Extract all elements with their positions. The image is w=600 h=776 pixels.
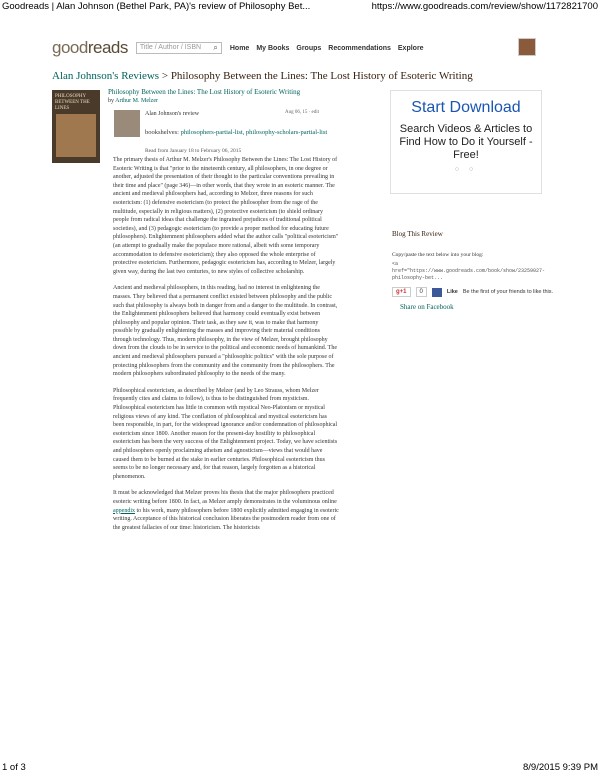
copy-instructions: Copy/paste the text below into your blog: [392,252,484,258]
site-header [52,38,540,58]
author-link[interactable]: Arthur M. Melzer [115,98,158,104]
shelves-links[interactable]: philosophers-partial-list, philosophy-scholars-partial-list [180,129,328,136]
byline: by Arthur M. Melzer [108,98,158,104]
like-button[interactable]: Like [446,289,458,295]
main-nav [230,45,424,52]
goodreads-logo[interactable]: goodreads [52,38,128,57]
review-paragraph: The primary thesis of Arthur M. Melzer's Philosophy Between the Lines: The Lost History of Esoteric Writing is that "prior to the nineteenth century, all philosophers, in one degree or another, adjusted the presentation of their thought to the particular conventions prevailing in their time and place" (page 346)—in other words, that they wrote in an esoteric manner. The ancient and medieval philosophers had, according to Melzer, three reasons for such esotericism: (1) defensive esotericism (to protect the philosopher from the rage of the multitude, especially in religious matters), (2) protective esotericism (to shield ordinary people from radical ideas that challenge the ingrained prejudices of traditional political societies), and (3) pedagogic esotericism (to provide a proper method for educating future philosophers). Enlightenment philosophers added what the author calls "political esotericism" (an attempt to gradually make the populace more rational, albeit with some temporary accommodation to defensive esotericism); they also opposed the whole enterprise of protective esotericism. Furthermore, pedagogic esotericism has, according to Melzer, largely given way, during the last two centuries, to new styles of collective scholarship. [113,157,339,275]
breadcrumb-user-reviews[interactable]: Alan Johnson's Reviews [52,70,160,82]
search-icon[interactable]: ⌕ [213,43,218,52]
search-input[interactable]: Title / Author / ISBN ⌕ [136,42,222,54]
review-paragraph: Ancient and medieval philosophers, in this reading, had no interest in enlightening the masses. They believed that a permanent conflict existed between philosophy and the public such that philosophy is always both in danger from and a danger to the multitude. In contrast, the Enlightenment philosophers believed that harmony could eventually exist between philosophy and popular opinion. Their task, as they saw it, was to make that harmony possible by gradually enlightening the masses and improving their material conditions through technology. Thus, modern philosophy, in the view of Melzer, brought philosophy down from the clouds to be in service to the political and economic needs of humankind. The ancient and medieval philosophers pursued a "philosophic politics" with the sole purpose of protecting philosophers from the community and the community from the philosophers. The modern philosophers subordinated philosophy to the needs of the many. [113,285,338,378]
print-footer [0,762,600,774]
ad-pagination: ○ ○ [454,166,478,173]
appendix-link[interactable]: appendix [113,507,135,514]
google-plus-button[interactable]: g+1 [392,287,411,297]
page-number: 1 of 3 [2,762,26,773]
book-title-link[interactable]: Philosophy Between the Lines: The Lost History of Esoteric Writing [108,88,301,96]
share-on-facebook-link[interactable]: Share on Facebook [400,303,454,311]
review-paragraph: It must be acknowledged that Melzer proves his thesis that the major philosophers practiced esoteric writing before 1800. In fact, as Melzer amply demonstrates in the voluminous online appendix to his work, many philosophers before 1800 explicitly admitted engaging in esoteric writing. Acceptance of this historical conclusion liberates the postmodern reader from one of the greatest fallacies of our time: historicism. The historicists [113,490,339,531]
reviewer-photo[interactable] [114,110,140,137]
print-datetime: 8/9/2015 9:39 PM [523,762,598,773]
reviewer-name[interactable]: Alan Johnson's review [145,111,200,117]
book-cover[interactable]: PHILOSOPHY BETWEEN THE LINES [52,90,100,163]
blog-this-review-title: Blog This Review [392,230,443,238]
facebook-like-icon[interactable] [432,288,442,297]
embed-code[interactable]: <a href="https://www.goodreads.com/book/show/23259027-philosophy-bet... [392,261,546,281]
ad-banner[interactable] [390,90,542,194]
review-date: Aug 06, 15 · edit [285,110,320,115]
read-dates: Read from January 18 to February 06, 2015 [145,148,242,154]
nav-explore[interactable]: Explore [397,44,424,52]
print-url: https://www.goodreads.com/review/show/1172821700 [371,1,598,12]
ad-headline[interactable]: Start Download [411,99,521,116]
review-body [113,156,339,540]
breadcrumb: Alan Johnson's Reviews > Philosophy Between the Lines: The Lost History of Esoteric Writing [52,70,473,82]
review-paragraph: Philosophical esotericism, as described by Melzer (and by Leo Strauss, whom Melzer frequently cites and claims to follow), is thus to be distinguished from mysticism. Philosophical esotericism has little in common with mystical Neo-Platonism or mystical religious views of any kind. The conflation of philosophical and mystical esotericism has been responsible, in part, for the widespread ignorance and/or condemnation of philosophical esotericism since 1800. Another reason for the present-day hostility to philosophical esotericism has been the very success of the Enlightenment project. Today, we have scientists and philosophers openly proclaiming atheism and agnosticism—views that would have caused them to be burned at the stake in earlier centuries. Philosophical esotericism thus seems to be no longer necessary and, for that reason, largely forgotten as a historical phenomenon. [113,387,338,480]
plus-count: 0 [416,287,427,297]
nav-recommendations[interactable]: Recommendations [328,44,391,52]
share-row [392,287,553,297]
cover-art [56,114,96,157]
nav-my-books[interactable]: My Books [256,44,290,52]
bookshelves: bookshelves: philosophers-partial-list, philosophy-scholars-partial-list [145,129,328,136]
nav-home[interactable]: Home [229,44,250,52]
user-avatar[interactable] [518,38,536,56]
breadcrumb-book: Philosophy Between the Lines: The Lost History of Esoteric Writing [170,70,473,82]
print-title: Goodreads | Alan Johnson (Bethel Park, PA)'s review of Philosophy Bet... [2,1,311,12]
like-text: Be the first of your friends to like this. [462,289,554,295]
nav-groups[interactable]: Groups [296,44,322,52]
print-header [0,0,600,14]
ad-body: Search Videos & Articles to Find How to Do it Yourself - Free! [399,123,533,161]
